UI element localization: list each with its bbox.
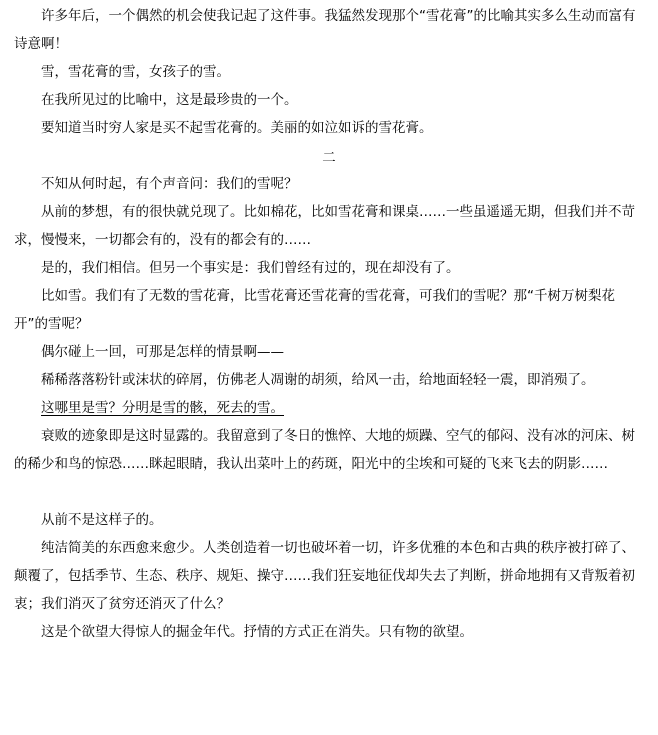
paragraph-not-like-before: 从前不是这样子的。 <box>41 512 163 528</box>
paragraph-decay-signs: 衰败的迹象即是这时显露的。我留意到了冬日的憔悴、大地的烦躁、空气的郁闷、没有冰的河床、树的稀少和鸟的惊恐……眯起眼睛，我认出菜叶上的药斑，阳光中的尘埃和可疑的飞来飞去的阴影…… <box>14 428 635 472</box>
paragraph-poor-families: 要知道当时穷人家是买不起雪花膏的。美丽的如泣如诉的雪花膏。 <box>41 120 433 136</box>
paragraph-occasionally: 偶尔碰上一回，可那是怎样的情景啊—— <box>41 344 284 360</box>
paragraph-voice-asks: 不知从何时起，有个声音问：我们的雪呢？ <box>41 176 298 192</box>
paragraph-pure-things: 纯洁简美的东西愈来愈少。人类创造着一切也破坏着一切，许多优雅的本色和古典的秩序被打碎了、颠覆了，包括季节、生态、秩序、规矩、操守……我们狂妄地征伐却失去了判断，拼命地拥有又背叛着初衷；我们消灭了贫穷还消灭了什么？ <box>14 540 635 612</box>
paragraph-we-believe: 是的，我们相信。但另一个事实是：我们曾经有过的，现在却没有了。 <box>41 260 460 276</box>
paragraph-precious-metaphor: 在我所见过的比喻中，这是最珍贵的一个。 <box>41 92 298 108</box>
paragraph-dead-snow <box>14 394 644 422</box>
paragraph-snow-girl: 雪，雪花膏的雪，女孩子的雪。 <box>41 64 230 80</box>
section-mark: 二 <box>322 150 336 166</box>
paragraph-like-snow: 比如雪。我们有了无数的雪花膏，比雪花膏还雪花膏的雪花膏，可我们的雪呢？那“千树万树梨花开”的雪呢？ <box>14 288 615 332</box>
paragraph-dreams: 从前的梦想，有的很快就兑现了。比如棉花，比如雪花膏和课桌……一些虽遥遥无期，但我们并不苛求，慢慢来，一切都会有的，没有的都会有的…… <box>14 204 635 248</box>
paragraph-gold-rush-era: 这是个欲望大得惊人的掘金年代。抒情的方式正在消失。只有物的欲望。 <box>41 624 473 640</box>
paragraph-recollection: 许多年后，一个偶然的机会使我记起了这件事。我猛然发现那个“雪花膏”的比喻其实多么生动而富有诗意啊！ <box>14 8 636 52</box>
paragraph-sparse-flakes: 稀稀落落粉针或沫状的碎屑，仿佛老人凋谢的胡须，给风一击，给地面轻轻一震，即消殒了。 <box>41 372 595 388</box>
underlined-sentence: 这哪里是雪？分明是雪的骸，死去的雪。 <box>41 400 284 416</box>
